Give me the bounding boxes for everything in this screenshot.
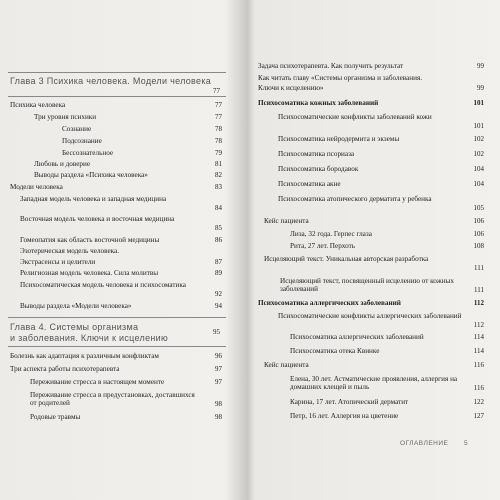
chapter3-rule-top (8, 72, 226, 73)
toc-entry[interactable]: Религиозная модель человека. Сила молитвы 89 (20, 269, 222, 277)
left-page: Глава 3 Психика человека. Модели человека 77 Психика человека 77 Три уровня психики 77 Сознание 78 Подсознание 78 Бессознательное 79 Любовь и доверие 81 Выводы раздела «Психика человека» 82 Модели человека 83 Западная модель человека и западная медицина 84 Восточная модель человека и восточная медицина 85 Гомеопатия как область восточной медицины 86 Эзотерическая модель человека. Экстрасенсы и целители 87 Религиозная модель человека. Сила молитвы 89 Психосоматическая модель человека и психосоматика 92 Выводы раздела «Модели человека» 94 Глава 4. Системы организма и заболевания. Ключи к исцелению 95 Болезнь как адаптация к различным конфликтам 96 Три аспекта работы психотерапевта 97 Переживание стресса в настоящем моменте 97 Переживание стресса в предустановках, доставшихся от родителей 98 Родовые травмы 98 (0, 0, 240, 500)
toc-entry[interactable]: Выводы раздела «Модели человека» 94 (20, 302, 222, 310)
chapter3-rule-bottom (8, 96, 226, 97)
toc-entry[interactable]: Болезнь как адаптация к различным конфликтам 96 (10, 352, 222, 360)
toc-entry[interactable]: Западная модель человека и западная медицина 84 (20, 195, 222, 212)
section-heading[interactable]: Психосоматика кожных заболеваний 101 (258, 99, 484, 107)
chapter4-title-line2: и заболевания. Ключи к исцелению (10, 333, 169, 343)
right-page (250, 0, 500, 500)
chapter4-rule-top (8, 317, 226, 318)
section-heading[interactable]: Психосоматика аллергических заболеваний 112 (258, 299, 484, 307)
toc-entry[interactable]: Переживание стресса в настоящем моменте 97 (30, 378, 222, 386)
toc-entry[interactable]: Психика человека 77 (10, 101, 222, 109)
toc-entry[interactable]: Психосоматика бородавок 104 (278, 165, 484, 173)
toc-entry[interactable]: Карина, 17 лет. Атопический дерматит 122 (290, 398, 484, 406)
chapter3-title: Глава 3 Психика человека. Модели человека (10, 76, 212, 86)
toc-entry[interactable]: Психосоматика отека Квинке 114 (290, 347, 484, 355)
footer-page-number: 5 (464, 440, 469, 447)
toc-entry[interactable]: Подсознание 78 (62, 137, 222, 145)
toc-entry[interactable]: Кейс пациента 106 (264, 217, 484, 225)
toc-entry[interactable]: Петр, 16 лет. Аллергия на цветение 127 (290, 412, 484, 420)
toc-entry[interactable]: Психосоматика аллергических заболеваний 114 (290, 333, 484, 341)
toc-entry[interactable]: Психосоматические конфликты аллергических заболеваний 112 (278, 312, 484, 329)
toc-entry[interactable]: Ключи к исцелению» 99 (258, 84, 484, 92)
toc-entry[interactable]: Елена, 30 лет. Астматические проявления, аллергия на домашних клещей и пыль 116 (290, 375, 484, 392)
toc-entry[interactable]: Психосоматические конфликты заболеваний кожи 101 (278, 113, 484, 130)
toc-entry[interactable]: Как читать главу «Системы организма и заболевания. (258, 74, 423, 82)
toc-entry[interactable]: Исцеляющий текст, посвященный исцелению от кожных заболеваний 111 (280, 277, 484, 294)
toc-entry[interactable]: Три аспекта работы психотерапевта 97 (10, 365, 222, 373)
chapter4-title-line1: Глава 4. Системы организма (10, 322, 139, 332)
toc-entry[interactable]: Сознание 78 (62, 125, 222, 133)
toc-entry[interactable]: Любовь и доверие 81 (34, 160, 222, 168)
toc-entry[interactable]: Кейс пациента 116 (264, 361, 484, 369)
toc-entry[interactable]: Исцеляющий текст. Уникальная авторская разработка 111 (264, 255, 484, 272)
toc-entry[interactable]: Переживание стресса в предустановках, доставшихся от родителей 98 (30, 391, 222, 408)
toc-entry[interactable]: Экстрасенсы и целители 87 (20, 258, 222, 266)
toc-entry[interactable]: Лиза, 32 года. Герпес глаза 106 (290, 230, 484, 238)
toc-entry[interactable]: Родовые травмы 98 (30, 413, 222, 421)
toc-entry[interactable]: Рита, 27 лет. Перхоть 108 (290, 242, 484, 250)
toc-entry[interactable]: Психосоматика акне 104 (278, 180, 484, 188)
toc-entry[interactable]: Психосоматика атопического дерматита у ребенка 105 (278, 195, 484, 212)
toc-entry[interactable]: Гомеопатия как область восточной медицины 86 (20, 236, 222, 244)
toc-entry[interactable]: Три уровня психики 77 (34, 113, 222, 121)
toc-entry[interactable]: Выводы раздела «Психика человека» 82 (34, 171, 222, 179)
toc-entry[interactable]: Психосоматика нейродермита и экземы 102 (278, 135, 484, 143)
toc-entry[interactable]: Бессознательное 79 (62, 149, 222, 157)
toc-entry[interactable]: Задача психотерапевта. Как получить результат 99 (258, 62, 484, 70)
toc-entry[interactable]: Модели человека 83 (10, 183, 222, 191)
toc-entry[interactable]: Психосоматика псориаза 102 (278, 150, 484, 158)
toc-entry[interactable]: Восточная модель человека и восточная медицина 85 (20, 215, 222, 232)
footer-label: ОГЛАВЛЕНИЕ (400, 440, 449, 447)
toc-entry[interactable]: Психосоматическая модель человека и психосоматика 92 (20, 281, 222, 298)
chapter4-rule-bottom (8, 346, 226, 347)
toc-entry[interactable]: Эзотерическая модель человека. (20, 247, 120, 255)
